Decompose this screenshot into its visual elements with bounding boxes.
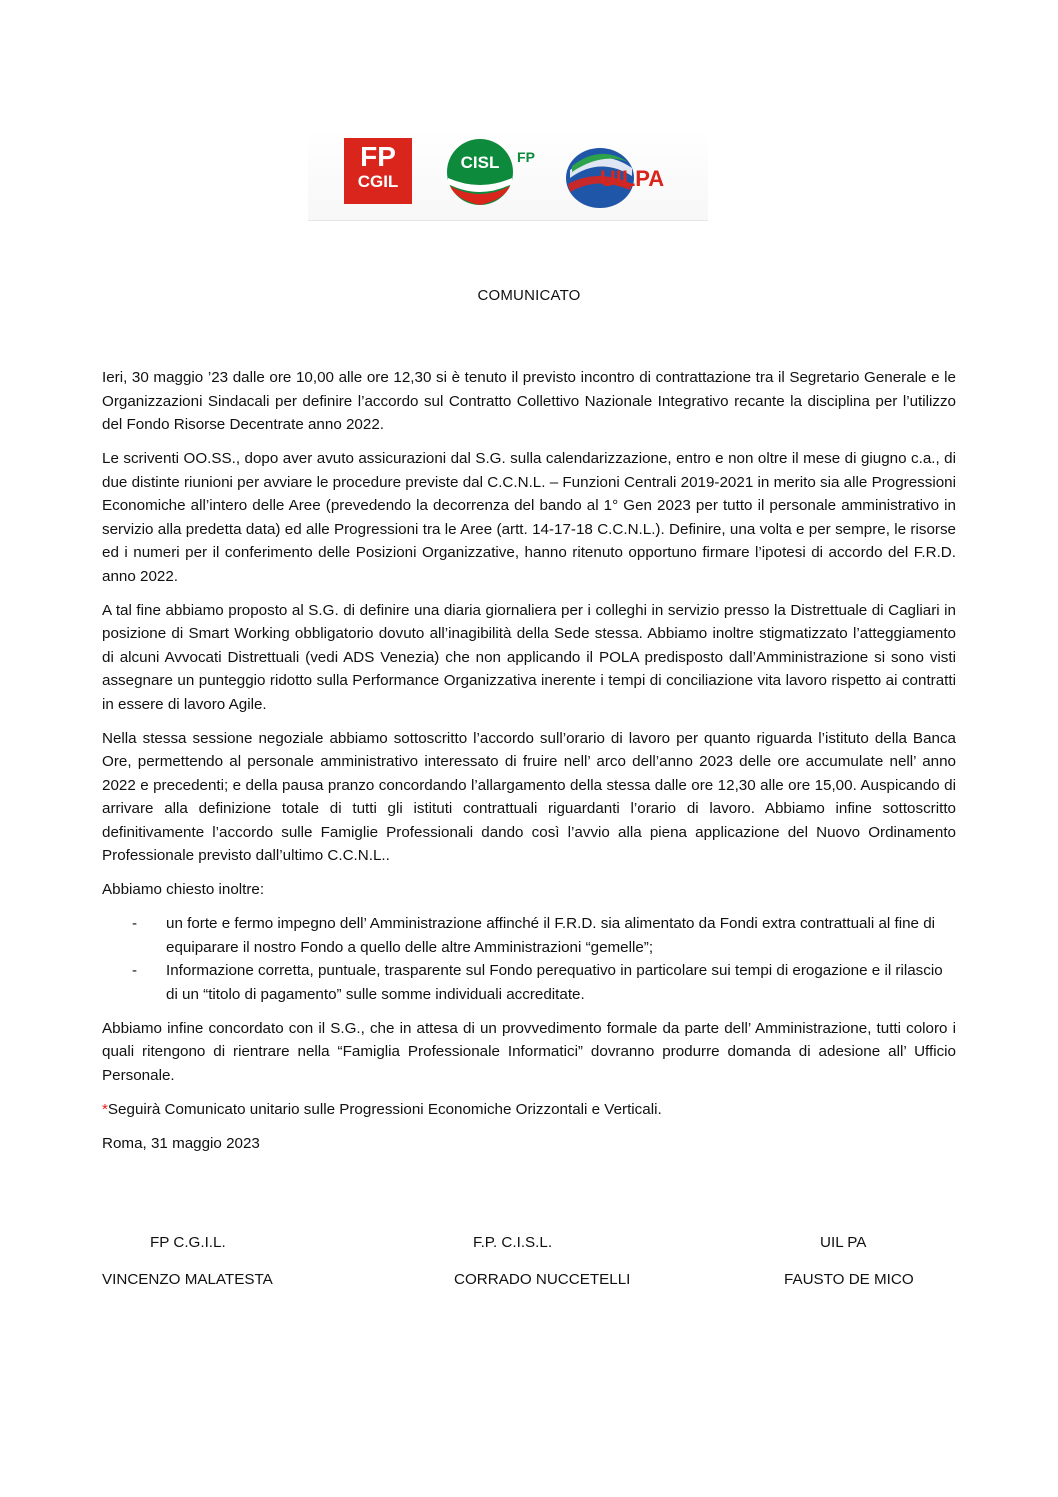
signature-name-nuccetelli: CORRADO NUCCETELLI	[454, 1271, 631, 1288]
date-line: Roma, 31 maggio 2023	[102, 1134, 260, 1152]
asterisk-mark: *	[102, 1100, 108, 1118]
paragraph-6: Abbiamo infine concordato con il S.G., che in attesa di un provvedimento formale da parte dell’ Amministrazione, tutti coloro i quali ritengono di rientrare nella “Famiglia Professionale Informatici” dovranno produrre domanda di adesione all’ Ufficio Personale.	[102, 1019, 956, 1084]
list-item	[102, 912, 956, 959]
signature-name-de-mico: FAUSTO DE MICO	[784, 1271, 914, 1288]
fp-cgil-logo-line2: CGIL	[357, 172, 399, 191]
paragraph-2: Le scriventi OO.SS., dopo aver avuto assicurazioni dal S.G. sulla calendarizzazione, entro e non oltre il mese di giugno c.a., di due distinte riunioni per avviare le procedure previste dal C.C.N.L. – Funzioni Centrali 2019-2021 in merito sia alle Progressioni Economiche all’intero delle Aree (prevedendo la decorrenza del bando al 1° Gen 2023 per tutto il personale amministrativo in servizio alla predetta data) ed alle Progressioni tra le Aree (artt. 14-17-18 C.C.N.L.). Definire, una volta e per sempre, le risorse ed i numeri per il conferimento delle Posizioni Organizzative, hanno ritenuto opportuno firmare l’ipotesi di accordo del F.R.D. anno 2022.	[102, 450, 956, 585]
requests-list	[102, 912, 956, 1006]
paragraph-4: Nella stessa sessione negoziale abbiamo sottoscritto l’accordo sull’orario di lavoro per quanto riguarda l’istituto della Banca Ore, permettendo al personale amministrativo interessato di fruire nell’ arco dell’anno 2023 delle ore accumulate nell’ anno 2022 e precedenti; e della pausa pranzo concordando l’allargamento della stessa dalle ore 12,30 alle ore 15,00. Auspicando di arrivare alla definizione totale di tutti gli istituti contrattuali riguardanti l’orario di lavoro. Abbiamo infine sottoscritto definitivamente l’accordo sulle Famiglie Professionali dando così l’avvio alla piena applicazione del Nuovo Ordinamento Professionale previsto dall’ultimo C.C.N.L..	[102, 729, 956, 864]
logo-header	[308, 128, 708, 221]
page-title: COMUNICATO	[477, 287, 581, 304]
paragraph-7	[102, 1098, 956, 1122]
uilpa-logo	[562, 140, 682, 210]
signature-org-uil-pa: UIL PA	[820, 1234, 867, 1251]
list-dash: -	[132, 962, 138, 979]
fp-cgil-logo	[344, 138, 412, 204]
signature-org-fp-cgil: FP C.G.I.L.	[150, 1234, 226, 1251]
paragraph-5: Abbiamo chiesto inoltre:	[102, 881, 265, 898]
cisl-fp-logo	[446, 134, 542, 210]
document-body	[102, 366, 956, 1166]
list-item-text: Informazione corretta, puntuale, trasparente sul Fondo perequativo in particolare sui tempi di erogazione e il rilascio di un “titolo di pagamento” sulle somme individuali accreditate.	[166, 962, 943, 1003]
list-item-text: un forte e fermo impegno dell’ Amministrazione affinché il F.R.D. sia alimentato da Fondi extra contrattuali al fine di equiparare il nostro Fondo a quello delle altre Amministrazioni “gemelle”;	[166, 915, 936, 956]
paragraph-7-text: Seguirà Comunicato unitario sulle Progressioni Economiche Orizzontali e Verticali.	[107, 1100, 662, 1118]
list-item	[102, 959, 956, 1006]
signature-org-fp-cisl: F.P. C.I.S.L.	[473, 1234, 553, 1251]
list-dash: -	[132, 915, 138, 932]
signature-name-malatesta: VINCENZO MALATESTA	[102, 1271, 273, 1288]
fp-cgil-logo-line1: FP	[360, 141, 396, 172]
paragraph-1: Ieri, 30 maggio ’23 dalle ore 10,00 alle ore 12,30 si è tenuto il previsto incontro di contrattazione tra il Segretario Generale e le Organizzazioni Sindacali per definire l’accordo sul Contratto Collettivo Nazionale Integrativo recante la disciplina per l’utilizzo del Fondo Risorse Decentrate anno 2022.	[102, 369, 956, 433]
cisl-logo-suffix: FP	[517, 149, 535, 165]
uilpa-logo-text: UILPA	[599, 166, 665, 191]
cisl-logo-text: CISL	[460, 153, 500, 172]
paragraph-3: A tal fine abbiamo proposto al S.G. di definire una diaria giornaliera per i colleghi in servizio presso la Distrettuale di Cagliari in posizione di Smart Working obbligatorio dovuto all’inagibilità della Sede stessa. Abbiamo inoltre stigmatizzato l’atteggiamento di alcuni Avvocati Distrettuali (vedi ADS Venezia) che non applicando il POLA predisposto dall’Amministrazione si sono visti assegnare un punteggio ridotto sulla Performance Organizzativa inerente i tempi di conciliazione vita lavoro rispetto ai contratti in essere di lavoro Agile.	[102, 601, 956, 713]
